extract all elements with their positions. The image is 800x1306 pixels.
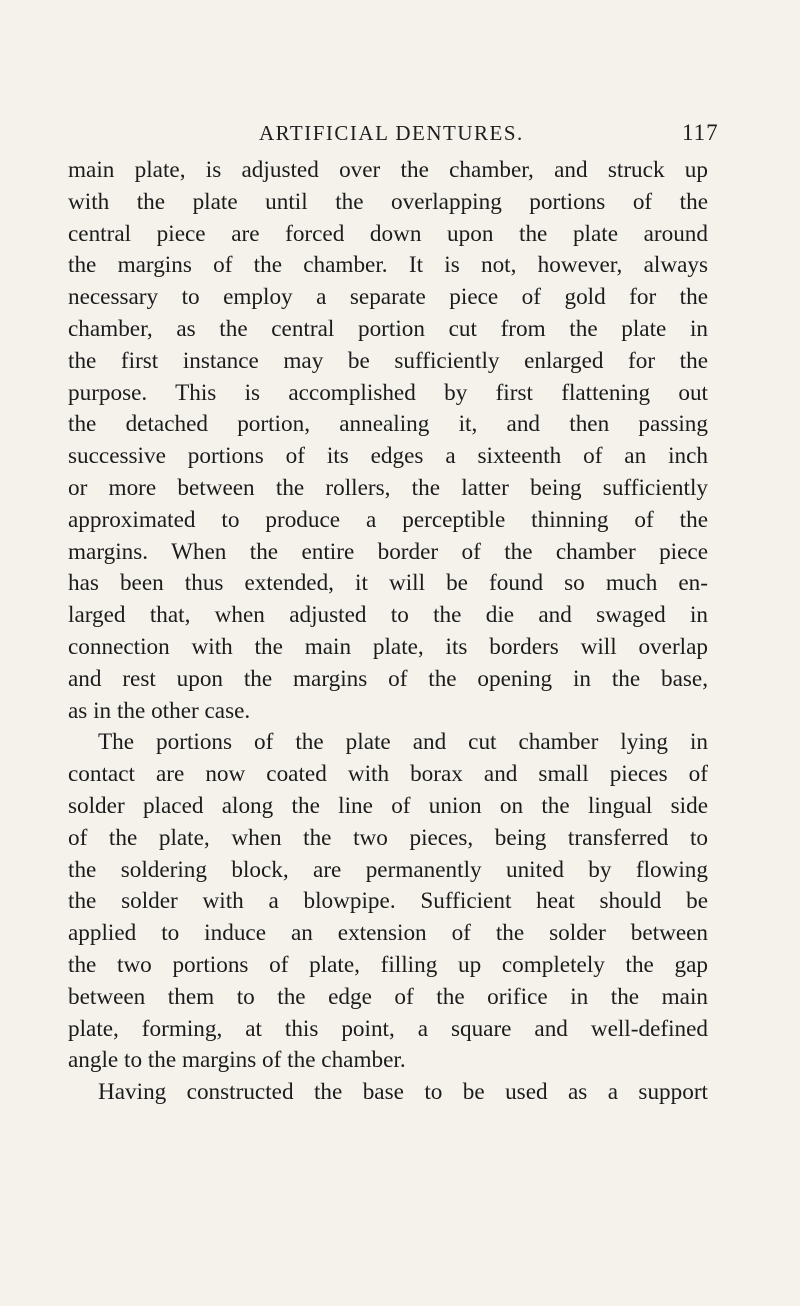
text-line: of the plate, when the two pieces, being transferred to bbox=[68, 824, 708, 851]
text-line: with the plate until the overlapping portions of the bbox=[68, 188, 708, 215]
text-line: applied to induce an extension of the solder between bbox=[68, 920, 708, 947]
text-line: The portions of the plate and cut chamber lying in bbox=[98, 729, 708, 756]
text-line: has been thus extended, it will be found so much en- bbox=[68, 570, 708, 597]
running-head: ARTIFICIAL DENTURES. bbox=[259, 121, 524, 145]
page-header bbox=[0, 118, 800, 148]
text-line: chamber, as the central portion cut from the plate in bbox=[68, 315, 708, 342]
text-line: main plate, is adjusted over the chamber, and struck up bbox=[68, 157, 708, 183]
text-line: Having constructed the base to be used as a support bbox=[98, 1079, 708, 1106]
text-line: larged that, when adjusted to the die and swaged in bbox=[68, 602, 708, 629]
text-line: the solder with a blowpipe. Sufficient heat should be bbox=[68, 888, 708, 915]
text-line: contact are now coated with borax and small pieces of bbox=[68, 761, 708, 788]
text-line: solder placed along the line of union on the lingual side bbox=[68, 792, 708, 819]
text-line: plate, forming, at this point, a square and well-defined bbox=[68, 1015, 708, 1042]
text-line: between them to the edge of the orifice in the main bbox=[68, 983, 708, 1010]
text-line: and rest upon the margins of the opening in the base, bbox=[68, 665, 708, 692]
text-line: or more between the rollers, the latter being sufficiently bbox=[68, 474, 708, 501]
text-line: the first instance may be sufficiently enlarged for the bbox=[68, 347, 708, 374]
text-line: the soldering block, are permanently united by flowing bbox=[68, 856, 708, 883]
text-line: the margins of the chamber. It is not, however, always bbox=[68, 252, 708, 279]
text-line: the detached portion, annealing it, and then passing bbox=[68, 411, 708, 438]
page-number: 117 bbox=[682, 120, 719, 145]
text-line: connection with the main plate, its borders will overlap bbox=[68, 633, 708, 660]
text-line: angle to the margins of the chamber. bbox=[68, 1047, 406, 1074]
text-line: the two portions of plate, filling up completely the gap bbox=[68, 951, 708, 978]
text-line: successive portions of its edges a sixteenth of an inch bbox=[68, 443, 708, 470]
text-line: margins. When the entire border of the chamber piece bbox=[68, 538, 708, 565]
body-text bbox=[68, 155, 708, 1109]
text-line: approximated to produce a perceptible thinning of the bbox=[68, 506, 708, 533]
text-line: as in the other case. bbox=[68, 697, 251, 724]
text-line: purpose. This is accomplished by first flattening out bbox=[68, 379, 708, 406]
text-line: necessary to employ a separate piece of gold for the bbox=[68, 284, 708, 311]
text-line: central piece are forced down upon the plate around bbox=[68, 220, 708, 247]
